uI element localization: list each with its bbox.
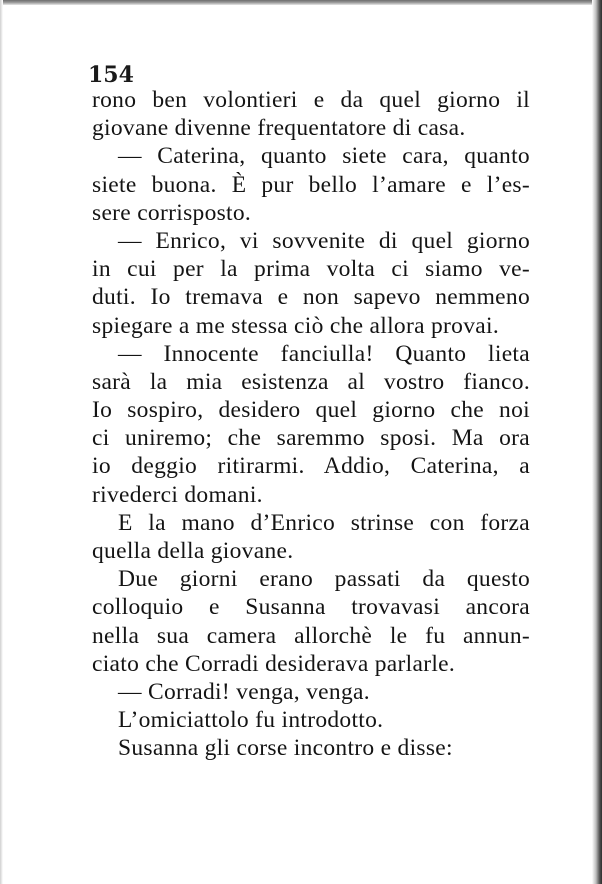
text-line: siete buona. È pur bello l’amare e l’es- xyxy=(92,171,530,198)
body-text xyxy=(92,86,530,763)
text-line: in cui per la prima volta ci siamo ve- xyxy=(92,256,530,283)
text-line: ciato che Corradi desiderava parlarle. xyxy=(92,650,456,677)
text-line: spiegare a me stessa ciò che allora provai. xyxy=(92,312,500,339)
text-line: — Corradi! venga, venga. xyxy=(118,678,370,705)
text-line: nella sua camera allorchè le fu annun- xyxy=(92,622,530,649)
text-line: duti. Io tremava e non sapevo nemmeno xyxy=(92,284,530,311)
text-line: giovane divenne frequentatore di casa. xyxy=(92,115,466,142)
text-line: Due giorni erano passati da questo xyxy=(118,566,530,593)
text-line: L’omiciattolo fu introdotto. xyxy=(118,707,384,734)
text-line: io deggio ritirarmi. Addio, Caterina, a xyxy=(92,453,530,480)
text-line: ci uniremo; che saremmo sposi. Ma ora xyxy=(92,425,530,452)
text-line: Susanna gli corse incontro e disse: xyxy=(118,735,453,762)
page-binding-shadow xyxy=(592,0,602,884)
text-line: rono ben volontieri e da quel giorno il xyxy=(92,87,530,113)
page-number: 154 xyxy=(88,62,134,88)
page-left-edge xyxy=(0,0,3,884)
text-line: — Innocente fanciulla! Quanto lieta xyxy=(118,340,530,367)
text-line: sere corrisposto. xyxy=(92,199,252,226)
text-line: quella della giovane. xyxy=(92,538,294,564)
text-line: E la mano d’Enrico strinse con forza xyxy=(118,509,530,536)
text-line: — Enrico, vi sovvenite di quel giorno xyxy=(118,227,530,254)
text-line: rivederci domani. xyxy=(92,481,263,508)
text-line: colloquio e Susanna trovavasi ancora xyxy=(92,594,530,621)
text-line: — Caterina, quanto siete cara, quanto xyxy=(118,143,530,170)
page-top-edge xyxy=(0,0,602,5)
text-line: sarà la mia esistenza al vostro fianco. xyxy=(92,368,530,395)
text-line: Io sospiro, desidero quel giorno che noi xyxy=(92,397,530,424)
